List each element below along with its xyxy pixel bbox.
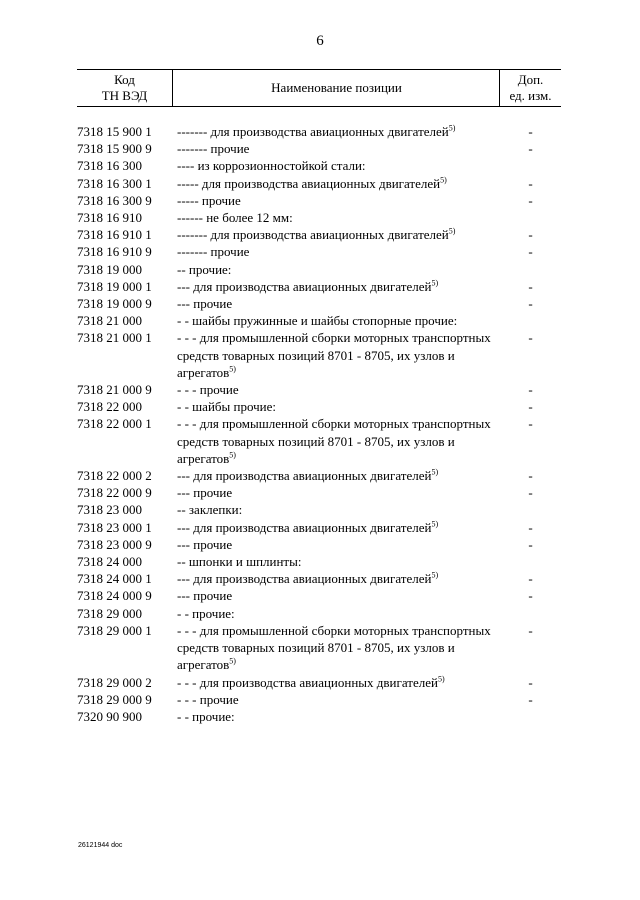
table-row <box>77 175 561 192</box>
header-unit-line2: ед. изм. <box>509 88 552 103</box>
table-row <box>77 484 561 501</box>
row-name-text: - - - для промышленной сборки моторных транспортных средств товарных позиций 8701 - 8705, их узлов и агрегатов <box>177 416 494 466</box>
row-name <box>177 312 502 329</box>
row-name <box>177 209 502 226</box>
row-name-text: --- прочие <box>177 296 233 312</box>
row-unit: - <box>528 691 533 707</box>
table-row <box>77 243 561 260</box>
row-name-text: ------- прочие <box>177 244 250 260</box>
row-name <box>177 261 502 278</box>
row-name-text: - - шайбы прочие: <box>177 399 276 415</box>
table-row <box>77 295 561 312</box>
row-name-text: --- для производства авиационных двигателей <box>177 571 432 587</box>
row-name-text: --- прочие <box>177 536 233 552</box>
row-code: 7318 29 000 1 <box>77 622 152 638</box>
row-code: 7318 16 910 9 <box>77 244 152 260</box>
row-name <box>177 519 502 536</box>
row-code: 7318 19 000 9 <box>77 296 152 312</box>
row-name-text: ------- для производства авиационных двигателей <box>177 124 449 139</box>
row-unit: - <box>528 416 533 432</box>
row-code: 7318 23 000 9 <box>77 536 152 552</box>
row-code: 7318 16 910 <box>77 210 142 226</box>
row-unit: - <box>528 124 533 139</box>
table-row <box>77 123 561 140</box>
row-name <box>177 398 502 415</box>
row-code: 7318 29 000 9 <box>77 691 152 707</box>
row-name-text: --- прочие <box>177 485 233 501</box>
footnote-ref: 5) <box>440 175 447 185</box>
row-name-text: - - - для промышленной сборки моторных транспортных средств товарных позиций 8701 - 8705, их узлов и агрегатов <box>177 622 494 673</box>
row-name-text: -- шпонки и шплинты: <box>177 554 302 570</box>
row-name-text: - - - для промышленной сборки моторных транспортных средств товарных позиций 8701 - 8705, их узлов и агрегатов <box>177 330 494 380</box>
row-code: 7318 21 000 1 <box>77 330 152 346</box>
footnote-ref: 5) <box>229 656 236 666</box>
row-unit: - <box>528 227 533 243</box>
row-unit: - <box>528 485 533 501</box>
row-name <box>177 415 502 467</box>
footnote-ref: 5) <box>448 226 456 236</box>
header-code-line1: Код <box>114 72 135 87</box>
row-unit: - <box>528 571 533 587</box>
row-unit: - <box>528 330 533 346</box>
row-name-text: - - шайбы пружинные и шайбы стопорные прочие: <box>177 313 458 329</box>
row-code: 7318 15 900 9 <box>77 141 152 157</box>
row-unit: - <box>528 399 533 415</box>
row-code: 7318 21 000 <box>77 313 142 329</box>
row-code: 7318 29 000 <box>77 605 142 621</box>
row-name <box>177 295 502 312</box>
row-code: 7318 22 000 9 <box>77 485 152 501</box>
table-row <box>77 140 561 157</box>
header-code <box>77 70 173 106</box>
row-code: 7318 22 000 1 <box>77 416 152 432</box>
table-body <box>77 123 561 725</box>
table-row <box>77 501 561 518</box>
row-name-text: - - прочие: <box>177 708 235 724</box>
header-unit-line1: Доп. <box>517 72 544 87</box>
footnote-ref: 5) <box>431 467 439 477</box>
table-row <box>77 209 561 226</box>
table-row <box>77 226 561 243</box>
row-code: 7318 15 900 1 <box>77 124 152 139</box>
table-row <box>77 622 561 674</box>
row-unit: - <box>528 536 533 552</box>
row-name-text: --- для производства авиационных двигателей <box>177 468 432 484</box>
table-header <box>77 69 561 107</box>
row-name <box>177 622 502 674</box>
table-row <box>77 381 561 398</box>
table-row <box>77 708 561 725</box>
row-name-text: ---- из коррозионностойкой стали: <box>177 158 366 174</box>
row-name <box>177 123 502 140</box>
table-row <box>77 329 561 381</box>
row-name-text: - - - прочие <box>177 691 239 707</box>
row-unit: - <box>528 244 533 260</box>
row-unit: - <box>528 622 533 638</box>
row-code: 7320 90 900 <box>77 708 142 724</box>
row-name <box>177 484 502 501</box>
row-name-text: ----- прочие <box>177 192 241 208</box>
footnote-ref: 5) <box>448 123 456 133</box>
footnote-ref: 5) <box>229 450 236 460</box>
row-name <box>177 536 502 553</box>
row-name <box>177 570 502 587</box>
table-row <box>77 553 561 570</box>
table-row <box>77 192 561 209</box>
row-name <box>177 605 502 622</box>
row-unit: - <box>528 588 533 604</box>
row-name-text: - - прочие: <box>177 605 235 621</box>
table-row <box>77 570 561 587</box>
table-row <box>77 674 561 691</box>
table-row <box>77 605 561 622</box>
row-name-text: --- для производства авиационных двигателей <box>177 278 432 294</box>
footnote-ref: 5) <box>431 570 439 580</box>
row-name-text: -- прочие: <box>177 261 232 277</box>
footnote-ref: 5) <box>431 519 439 529</box>
row-code: 7318 22 000 2 <box>77 468 152 484</box>
row-unit: - <box>528 192 533 208</box>
row-code: 7318 16 300 <box>77 158 142 174</box>
row-name <box>177 691 502 708</box>
row-code: 7318 21 000 9 <box>77 382 152 398</box>
row-unit: - <box>528 674 533 690</box>
table-row <box>77 157 561 174</box>
row-name <box>177 157 502 174</box>
row-unit: - <box>528 278 533 294</box>
row-name-text: - - - для производства авиационных двигателей <box>177 674 438 690</box>
row-name-text: ------- для производства авиационных двигателей <box>177 227 449 243</box>
table-row <box>77 691 561 708</box>
row-code: 7318 24 000 9 <box>77 588 152 604</box>
row-code: 7318 16 300 9 <box>77 192 152 208</box>
row-name <box>177 553 502 570</box>
row-name <box>177 175 502 192</box>
header-code-line2: ТН ВЭД <box>101 88 148 103</box>
row-name <box>177 708 502 725</box>
table-row <box>77 415 561 467</box>
table-row <box>77 536 561 553</box>
row-name-text: ------- прочие <box>177 141 250 157</box>
row-unit: - <box>528 175 533 191</box>
row-name <box>177 501 502 518</box>
row-name <box>177 278 502 295</box>
row-unit: - <box>528 468 533 484</box>
footnote-ref: 5) <box>229 364 236 374</box>
row-code: 7318 24 000 <box>77 554 142 570</box>
row-name <box>177 587 502 604</box>
row-name-text: --- для производства авиационных двигателей <box>177 519 432 535</box>
row-name <box>177 329 502 381</box>
row-code: 7318 19 000 <box>77 261 142 277</box>
row-name-text: ------ не более 12 мм: <box>177 210 293 226</box>
table-row <box>77 312 561 329</box>
row-unit: - <box>528 296 533 312</box>
table-row <box>77 261 561 278</box>
row-name <box>177 243 502 260</box>
row-code: 7318 29 000 2 <box>77 674 152 690</box>
row-name-text: --- прочие <box>177 588 233 604</box>
row-name-text: -- заклепки: <box>177 502 243 518</box>
row-name <box>177 140 502 157</box>
row-code: 7318 16 300 1 <box>77 175 152 191</box>
header-unit <box>500 70 561 106</box>
row-name <box>177 192 502 209</box>
row-code: 7318 23 000 <box>77 502 142 518</box>
row-code: 7318 19 000 1 <box>77 278 152 294</box>
row-name <box>177 226 502 243</box>
footnote-ref: 5) <box>431 278 439 288</box>
row-code: 7318 23 000 1 <box>77 519 152 535</box>
row-name-text: ----- для производства авиационных двигателей <box>177 175 441 191</box>
row-code: 7318 16 910 1 <box>77 227 152 243</box>
table-row <box>77 587 561 604</box>
row-code: 7318 24 000 1 <box>77 571 152 587</box>
row-name <box>177 381 502 398</box>
header-name: Наименование позиции <box>174 70 500 106</box>
table-row <box>77 278 561 295</box>
row-unit: - <box>528 382 533 398</box>
row-unit: - <box>528 519 533 535</box>
page-number: 6 <box>316 33 324 49</box>
row-name-text: - - - прочие <box>177 382 239 398</box>
table-row <box>77 519 561 536</box>
table-row <box>77 398 561 415</box>
table-row <box>77 467 561 484</box>
row-name <box>177 467 502 484</box>
row-unit: - <box>528 141 533 157</box>
footer-doc-id: 26121944 doc <box>78 842 123 849</box>
row-code: 7318 22 000 <box>77 399 142 415</box>
footnote-ref: 5) <box>437 674 445 684</box>
row-name <box>177 674 502 691</box>
